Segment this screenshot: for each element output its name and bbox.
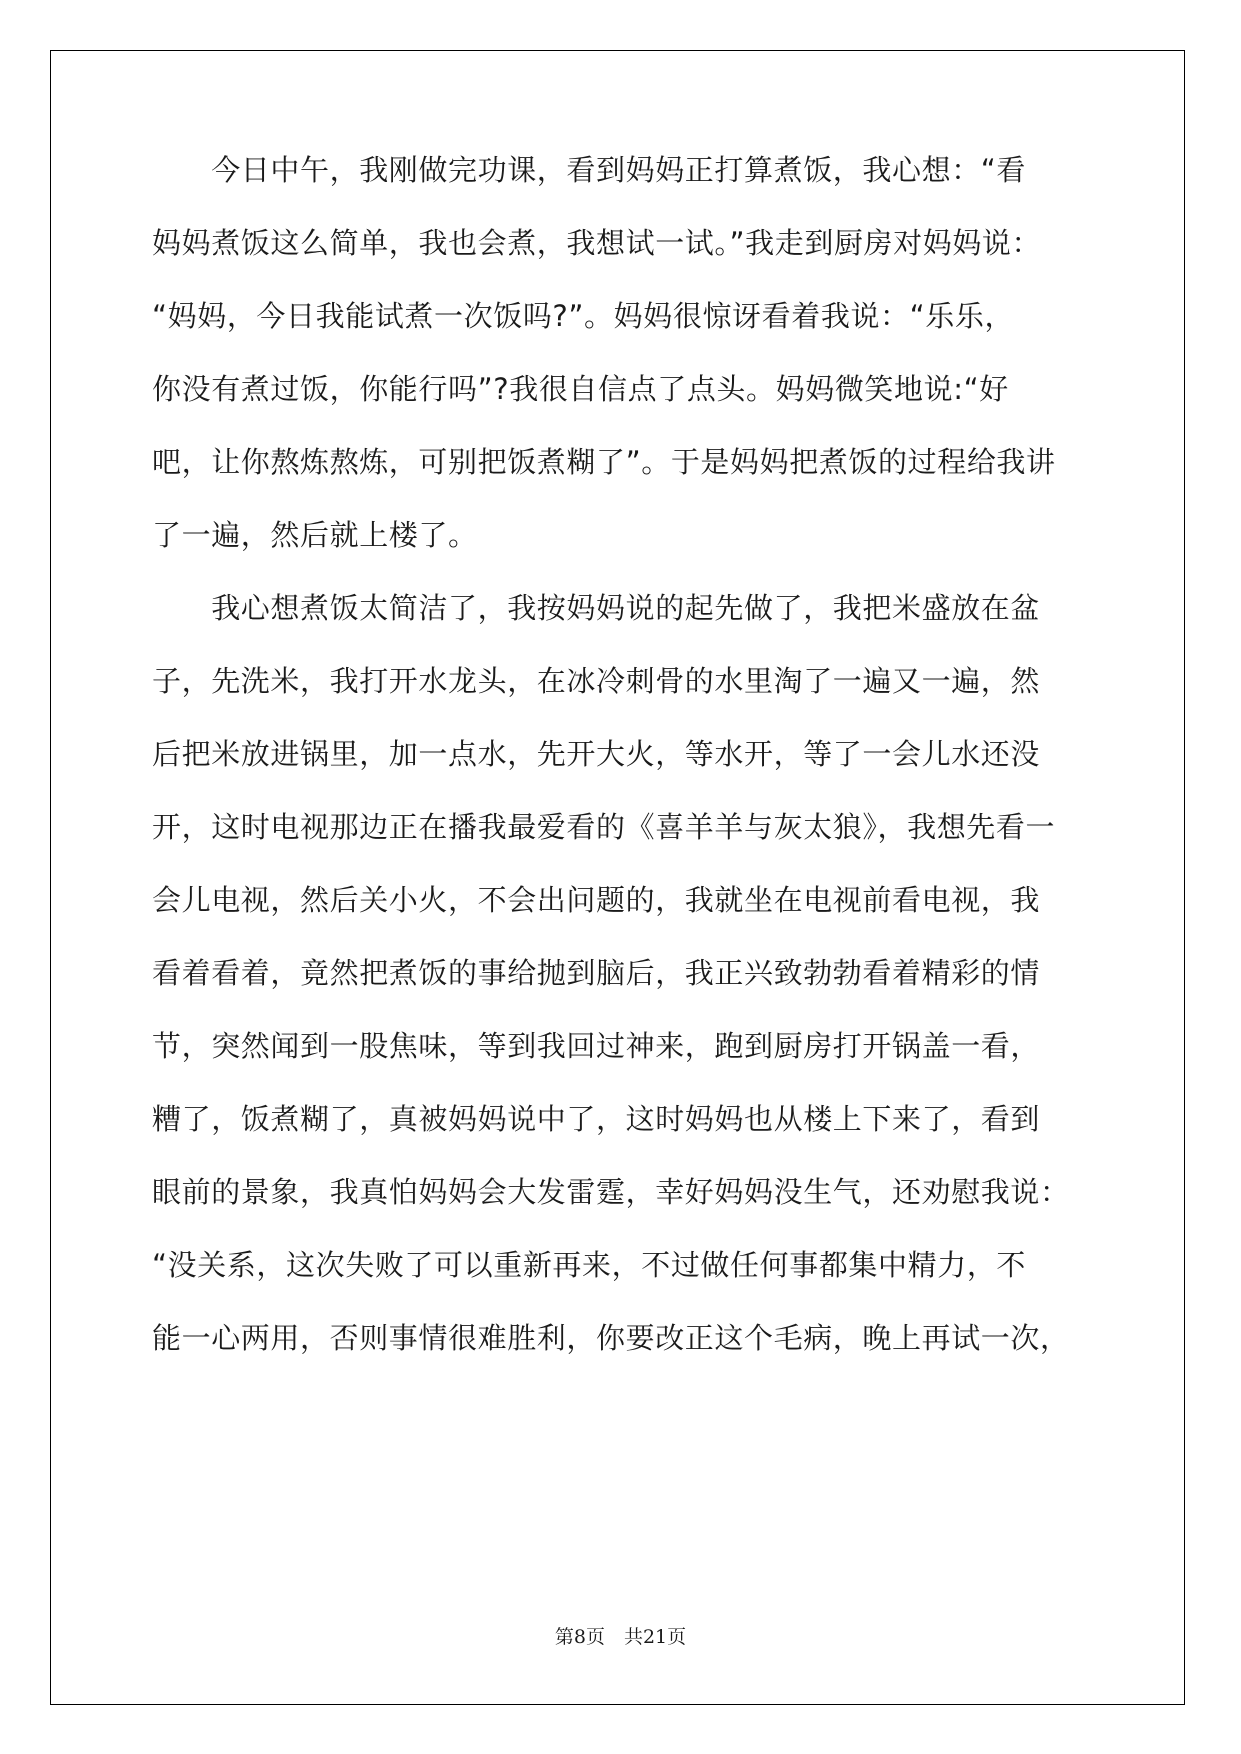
text-line: “没关系，这次失败了可以重新再来，不过做任何事都集中精力，不 (152, 1248, 1027, 1282)
text-line: 妈妈煮饭这么简单，我也会煮，我想试一试。”我走到厨房对妈妈说： (152, 226, 1042, 260)
text-line: 眼前的景象，我真怕妈妈会大发雷霆，幸好妈妈没生气，还劝慰我说： (152, 1175, 1070, 1209)
text-line: 糟了，饭煮糊了，真被妈妈说中了，这时妈妈也从楼上下来了，看到 (152, 1102, 1041, 1136)
page-number-footer: 第8页 共21页 (554, 1626, 687, 1648)
text-line: 了一遍，然后就上楼了。 (152, 518, 478, 552)
text-line: 后把米放进锅里，加一点水，先开大火，等水开，等了一会儿水还没 (152, 737, 1041, 771)
text-line: 我心想煮饭太简洁了，我按妈妈说的起先做了，我把米盛放在盆 (152, 591, 1041, 625)
text-line: 能一心两用，否则事情很难胜利，你要改正这个毛病，晚上再试一次， (152, 1321, 1070, 1355)
text-line: 节，突然闻到一股焦味，等到我回过神来，跑到厨房打开锅盖一看， (152, 1029, 1041, 1063)
text-line: 看着看着，竟然把煮饭的事给抛到脑后，我正兴致勃勃看着精彩的情 (152, 956, 1041, 990)
text-line: 你没有煮过饭，你能行吗”?我很自信点了点头。妈妈微笑地说:“好 (152, 372, 1009, 406)
text-line: 开，这时电视那边正在播我最爱看的《喜羊羊与灰太狼》，我想先看一 (152, 810, 1056, 844)
text-line: 会儿电视，然后关小火，不会出问题的，我就坐在电视前看电视，我 (152, 883, 1041, 917)
text-line: 今日中午，我刚做完功课，看到妈妈正打算煮饭，我心想：“看 (152, 153, 1027, 187)
text-line: 吧，让你熬炼熬炼，可别把饭煮糊了”。于是妈妈把煮饭的过程给我讲 (152, 445, 1056, 479)
text-line: “妈妈，今日我能试煮一次饭吗?”。妈妈很惊讶看着我说：“乐乐， (152, 299, 1015, 333)
text-line: 子，先洗米，我打开水龙头，在冰冷刺骨的水里淘了一遍又一遍，然 (152, 664, 1041, 698)
